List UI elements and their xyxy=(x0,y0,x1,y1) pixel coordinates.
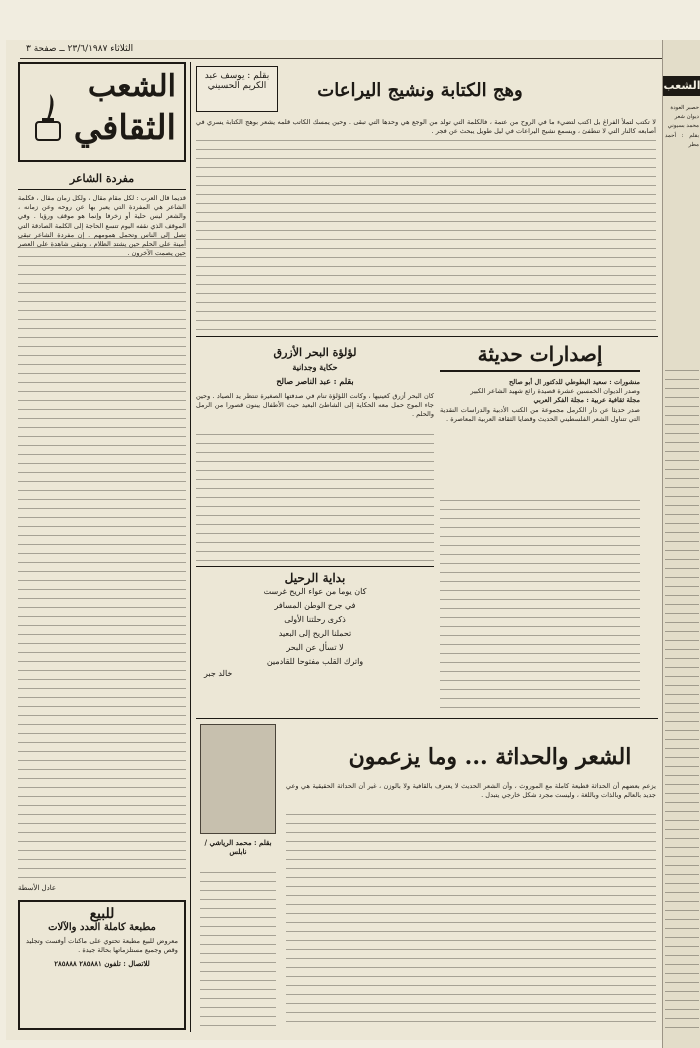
bottom-article-lines xyxy=(286,814,656,1030)
strip-logo: الشعب xyxy=(663,76,700,96)
story-title: لؤلؤة البحر الأزرق xyxy=(273,346,357,359)
ad-body: معروض للبيع مطبعة تحتوي على ماكنات أوفست وتجليد وقص وجميع مستلزماتها بحالة جيدة . xyxy=(26,937,178,955)
release-item: مجلة ثقافية عربية : مجلة الفكر العربي xyxy=(533,396,640,405)
story-author: بقلم : عبد الناصر صالح xyxy=(276,376,354,386)
section-brand xyxy=(18,62,186,162)
releases-body: صدر حديثا عن دار الكرمل مجموعة من الكتب الأدبية والدراسات النقدية التي تتناول الشعر الفلسطيني الحديث وقضايا الثقافة العربية المعاصرة . xyxy=(440,405,640,423)
releases-lines xyxy=(440,500,640,710)
strip-item: حصبر العودة xyxy=(670,105,699,111)
section-rule xyxy=(196,336,658,337)
ad-box xyxy=(18,900,186,1030)
strip-lines xyxy=(665,370,699,1030)
poem-line: كان يوما من عواء الريح غرست xyxy=(263,587,367,596)
bottom-article-body: يزعم بعضهم أن الحداثة قطيعة كاملة مع الموروث ، وأن الشعر الحديث لا يعترف بالقافية ولا بالوزن ، غير أن الحداثة الحقيقية هي وعي جديد بالعالم وبالذات وباللغة ، وليست مجرد شكل خارجي يتبدل . xyxy=(286,782,656,800)
top-article-author: بقلم : يوسف عبد الكريم الحسيني xyxy=(196,66,278,112)
poem-author: خالد جبر xyxy=(204,669,233,678)
poem-title: بداية الرحيل xyxy=(284,571,346,585)
left-column-lines xyxy=(18,238,186,878)
story-subtitle: حكاية وجدانية xyxy=(292,362,338,372)
left-column-title: مفردة الشاعر xyxy=(18,172,186,190)
left-column-signature: عادل الأسطة xyxy=(18,884,57,892)
date-line xyxy=(20,44,675,59)
bottom-left-lines xyxy=(200,872,276,1030)
left-column-intro: قديما قال العرب : لكل مقام مقال ، ولكل زمان مقال ، فكلمة الشاعر هي المفردة التي يعبر بها عن روحه وعن زمانه ، والشعر ليس حلية أو زخرفا وإنما هو موقف ورؤيا . وفي الموقف الذي نقفه اليوم تتسع الحاجة إلى الكلمة الصادقة التي تصل إلى الناس وتحمل همومهم . إن مفردة الشاعر تبقى أمينة على الحلم حين يشتد الظلام ، وتبقى شاهدة على العصر حين يصمت الآخرون . xyxy=(18,194,186,258)
date-text: الثلاثاء ٢٣/٦/١٩٨٧ ــ صفحة ٣ xyxy=(26,44,134,54)
ad-contact: للاتصال : تلفون ٢٨٥٨٨١ ٢٨٥٨٨٨ xyxy=(54,959,150,969)
brand-subtitle: الثقافي xyxy=(73,108,176,148)
poem-line: في جرح الوطن المسافر xyxy=(274,601,356,610)
strip-text xyxy=(665,104,699,364)
brand-title: الشعب xyxy=(87,69,176,104)
top-article-title: وهج الكتابة ونشيج اليراعات xyxy=(317,80,523,101)
author-photo xyxy=(200,724,276,834)
ad-subtitle: مطبعة كاملة العدد والآلات xyxy=(48,922,156,933)
releases-title: إصدارات حديثة xyxy=(440,342,640,372)
strip-item: محمد بسيوني xyxy=(667,123,699,130)
release-item: وصدر الديوان الخمسين عشرة قصيدة رائع شهيد الشاعر الكبير xyxy=(470,387,640,396)
story-body: كان البحر أزرق كعينيها ، وكانت اللؤلؤة تنام في صدفتها الصغيرة تنتظر يد الصياد . وحين جاء الموج حمل معه الحكاية إلى الشاطئ البعيد حيث الأطفال يبنون قصورا من الرمل والحلم . xyxy=(196,392,434,419)
bottom-article-title: الشعر والحداثة ... وما يزعمون xyxy=(348,744,632,770)
poem-line: لا تسأل عن البحر xyxy=(286,643,344,652)
ad-title: للبيع xyxy=(89,906,115,922)
inkwell-quill-icon xyxy=(32,92,64,144)
story-lines xyxy=(196,434,434,564)
poem-line: تحملنا الريح إلى البعيد xyxy=(278,629,352,638)
top-article-lines xyxy=(196,140,656,330)
releases-list xyxy=(440,378,640,498)
poem-line: ذكرى رحلتنا الأولى xyxy=(284,615,346,624)
strip-item: بقلم : أحمد مطر xyxy=(665,132,699,148)
bottom-article-author: بقلم : محمد الرياشي / نابلس xyxy=(204,838,272,856)
right-strip xyxy=(662,40,700,1048)
poem-line: واترك القلب مفتوحا للقادمين xyxy=(266,657,364,666)
section-rule xyxy=(196,718,658,719)
column-divider xyxy=(190,62,191,1032)
poem-lines xyxy=(196,585,434,669)
top-article-body: لا تكتب لتملأ الفراغ بل اكتب لتضيء ما في الروح من عتمة ، فالكلمة التي تولد من الوجع هي وحدها التي تبقى . وحين يمسك الكاتب قلمه يشعر بوهج الكتابة يسري في أصابعه كالنار التي لا تنطفئ ، ويسمع نشيج اليراعات في ليل طويل يبحث عن فجر . xyxy=(196,118,656,136)
strip-item: ديوان شعر xyxy=(674,114,699,121)
poem-box xyxy=(196,566,434,716)
release-item: منشورات : سعيد البطوطي للدكتور ال أبو صالح xyxy=(508,378,640,386)
